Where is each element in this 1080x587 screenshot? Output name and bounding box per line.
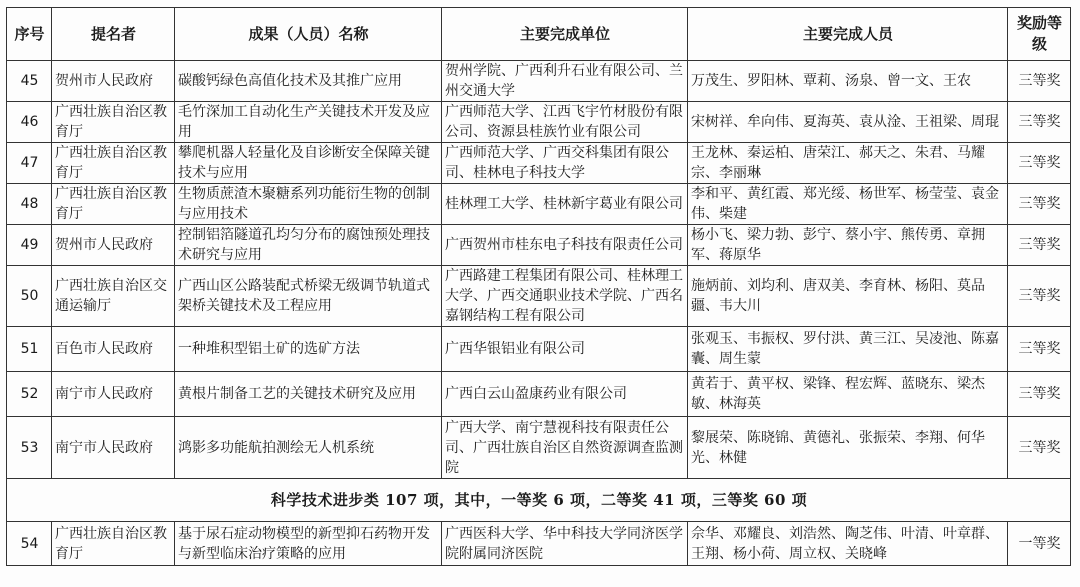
table-row (7, 327, 1071, 372)
row-no: 53 (7, 417, 52, 479)
row-no: 51 (7, 327, 52, 372)
row-level: 一等奖 (1008, 522, 1071, 566)
row-units: 广西华银铝业有限公司 (442, 327, 688, 372)
header-people: 主要完成人员 (688, 8, 1008, 61)
row-nominator: 广西壮族自治区教育厅 (52, 143, 175, 184)
row-units: 广西师范大学、广西交科集团有限公司、桂林电子科技大学 (442, 143, 688, 184)
row-people: 宋树祥、牟向伟、夏海英、袁从淦、王祖梁、周琨 (688, 102, 1008, 143)
row-nominator: 南宁市人民政府 (52, 417, 175, 479)
table-row (7, 143, 1071, 184)
row-people: 王龙林、秦运柏、唐荣江、郝天之、朱君、马耀宗、李丽琳 (688, 143, 1008, 184)
row-units: 广西路建工程集团有限公司、桂林理工大学、广西交通职业技术学院、广西名嘉钢结构工程有限公司 (442, 266, 688, 327)
row-achievement: 毛竹深加工自动化生产关键技术开发及应用 (175, 102, 442, 143)
row-nominator: 贺州市人民政府 (52, 225, 175, 266)
row-people: 李和平、黄红霞、郑光绥、杨世军、杨莹莹、袁金伟、柴建 (688, 184, 1008, 225)
table-row (7, 522, 1071, 566)
row-achievement: 一种堆积型铝土矿的选矿方法 (175, 327, 442, 372)
row-units: 广西大学、南宁慧视科技有限责任公司、广西壮族自治区自然资源调查监测院 (442, 417, 688, 479)
row-nominator: 广西壮族自治区教育厅 (52, 184, 175, 225)
row-nominator: 广西壮族自治区交通运输厅 (52, 266, 175, 327)
table-row (7, 61, 1071, 102)
table-row (7, 266, 1071, 327)
row-units: 贺州学院、广西利升石业有限公司、兰州交通大学 (442, 61, 688, 102)
row-level: 三等奖 (1008, 417, 1071, 479)
row-no: 48 (7, 184, 52, 225)
awards-table (6, 7, 1071, 566)
section-title: 科学技术进步类 107 项，其中，一等奖 6 项，二等奖 41 项，三等奖 60 项 (7, 479, 1071, 522)
section-header-row (7, 479, 1071, 522)
row-people: 施炳前、刘均利、唐双美、李育林、杨阳、莫品疆、韦大川 (688, 266, 1008, 327)
row-level: 三等奖 (1008, 266, 1071, 327)
row-nominator: 广西壮族自治区教育厅 (52, 102, 175, 143)
row-nominator: 南宁市人民政府 (52, 372, 175, 417)
row-achievement: 攀爬机器人轻量化及自诊断安全保障关键技术与应用 (175, 143, 442, 184)
table-row (7, 372, 1071, 417)
row-nominator: 百色市人民政府 (52, 327, 175, 372)
row-units: 广西白云山盈康药业有限公司 (442, 372, 688, 417)
row-achievement: 控制铝箔隧道孔均匀分布的腐蚀预处理技术研究与应用 (175, 225, 442, 266)
row-units: 桂林理工大学、桂林新宇葛业有限公司 (442, 184, 688, 225)
row-level: 三等奖 (1008, 372, 1071, 417)
row-achievement: 广西山区公路装配式桥梁无级调节轨道式架桥关键技术及工程应用 (175, 266, 442, 327)
row-level: 三等奖 (1008, 102, 1071, 143)
row-level: 三等奖 (1008, 225, 1071, 266)
row-achievement: 基于尿石症动物模型的新型抑石药物开发与新型临床治疗策略的应用 (175, 522, 442, 566)
header-no: 序号 (7, 8, 52, 61)
row-units: 广西医科大学、华中科技大学同济医学院附属同济医院 (442, 522, 688, 566)
header-units: 主要完成单位 (442, 8, 688, 61)
row-nominator: 贺州市人民政府 (52, 61, 175, 102)
row-no: 47 (7, 143, 52, 184)
row-level: 三等奖 (1008, 61, 1071, 102)
row-no: 46 (7, 102, 52, 143)
table-row (7, 225, 1071, 266)
row-people: 佘华、邓耀良、刘浩然、陶芝伟、叶清、叶章群、王翔、杨小荷、周立权、关晓峰 (688, 522, 1008, 566)
row-people: 黎展荣、陈晓锦、黄德礼、张振荣、李翔、何华光、林健 (688, 417, 1008, 479)
header-achievement: 成果（人员）名称 (175, 8, 442, 61)
header-level: 奖励等级 (1008, 8, 1071, 61)
row-people: 万茂生、罗阳林、覃莉、汤泉、曾一文、王农 (688, 61, 1008, 102)
table-header-row (7, 8, 1071, 61)
row-achievement: 鸿影多功能航拍测绘无人机系统 (175, 417, 442, 479)
row-level: 三等奖 (1008, 143, 1071, 184)
row-people: 黄若于、黄平权、梁锋、程宏辉、蓝晓东、梁杰敏、林海英 (688, 372, 1008, 417)
row-people: 张观玉、韦振权、罗付洪、黄三江、吴凌池、陈嘉囊、周生蒙 (688, 327, 1008, 372)
row-no: 45 (7, 61, 52, 102)
table-row (7, 417, 1071, 479)
table-row (7, 184, 1071, 225)
row-no: 49 (7, 225, 52, 266)
row-no: 50 (7, 266, 52, 327)
row-units: 广西贺州市桂东电子科技有限责任公司 (442, 225, 688, 266)
row-achievement: 生物质蔗渣木聚糖系列功能衍生物的创制与应用技术 (175, 184, 442, 225)
row-achievement: 碳酸钙绿色高值化技术及其推广应用 (175, 61, 442, 102)
row-nominator: 广西壮族自治区教育厅 (52, 522, 175, 566)
row-units: 广西师范大学、江西飞宇竹材股份有限公司、资源县桂族竹业有限公司 (442, 102, 688, 143)
row-no: 54 (7, 522, 52, 566)
row-level: 三等奖 (1008, 184, 1071, 225)
row-people: 杨小飞、梁力勃、彭宁、蔡小宇、熊传勇、章拥军、蒋原华 (688, 225, 1008, 266)
row-no: 52 (7, 372, 52, 417)
header-nominator: 提名者 (52, 8, 175, 61)
row-level: 三等奖 (1008, 327, 1071, 372)
row-achievement: 黄根片制备工艺的关键技术研究及应用 (175, 372, 442, 417)
table-row (7, 102, 1071, 143)
